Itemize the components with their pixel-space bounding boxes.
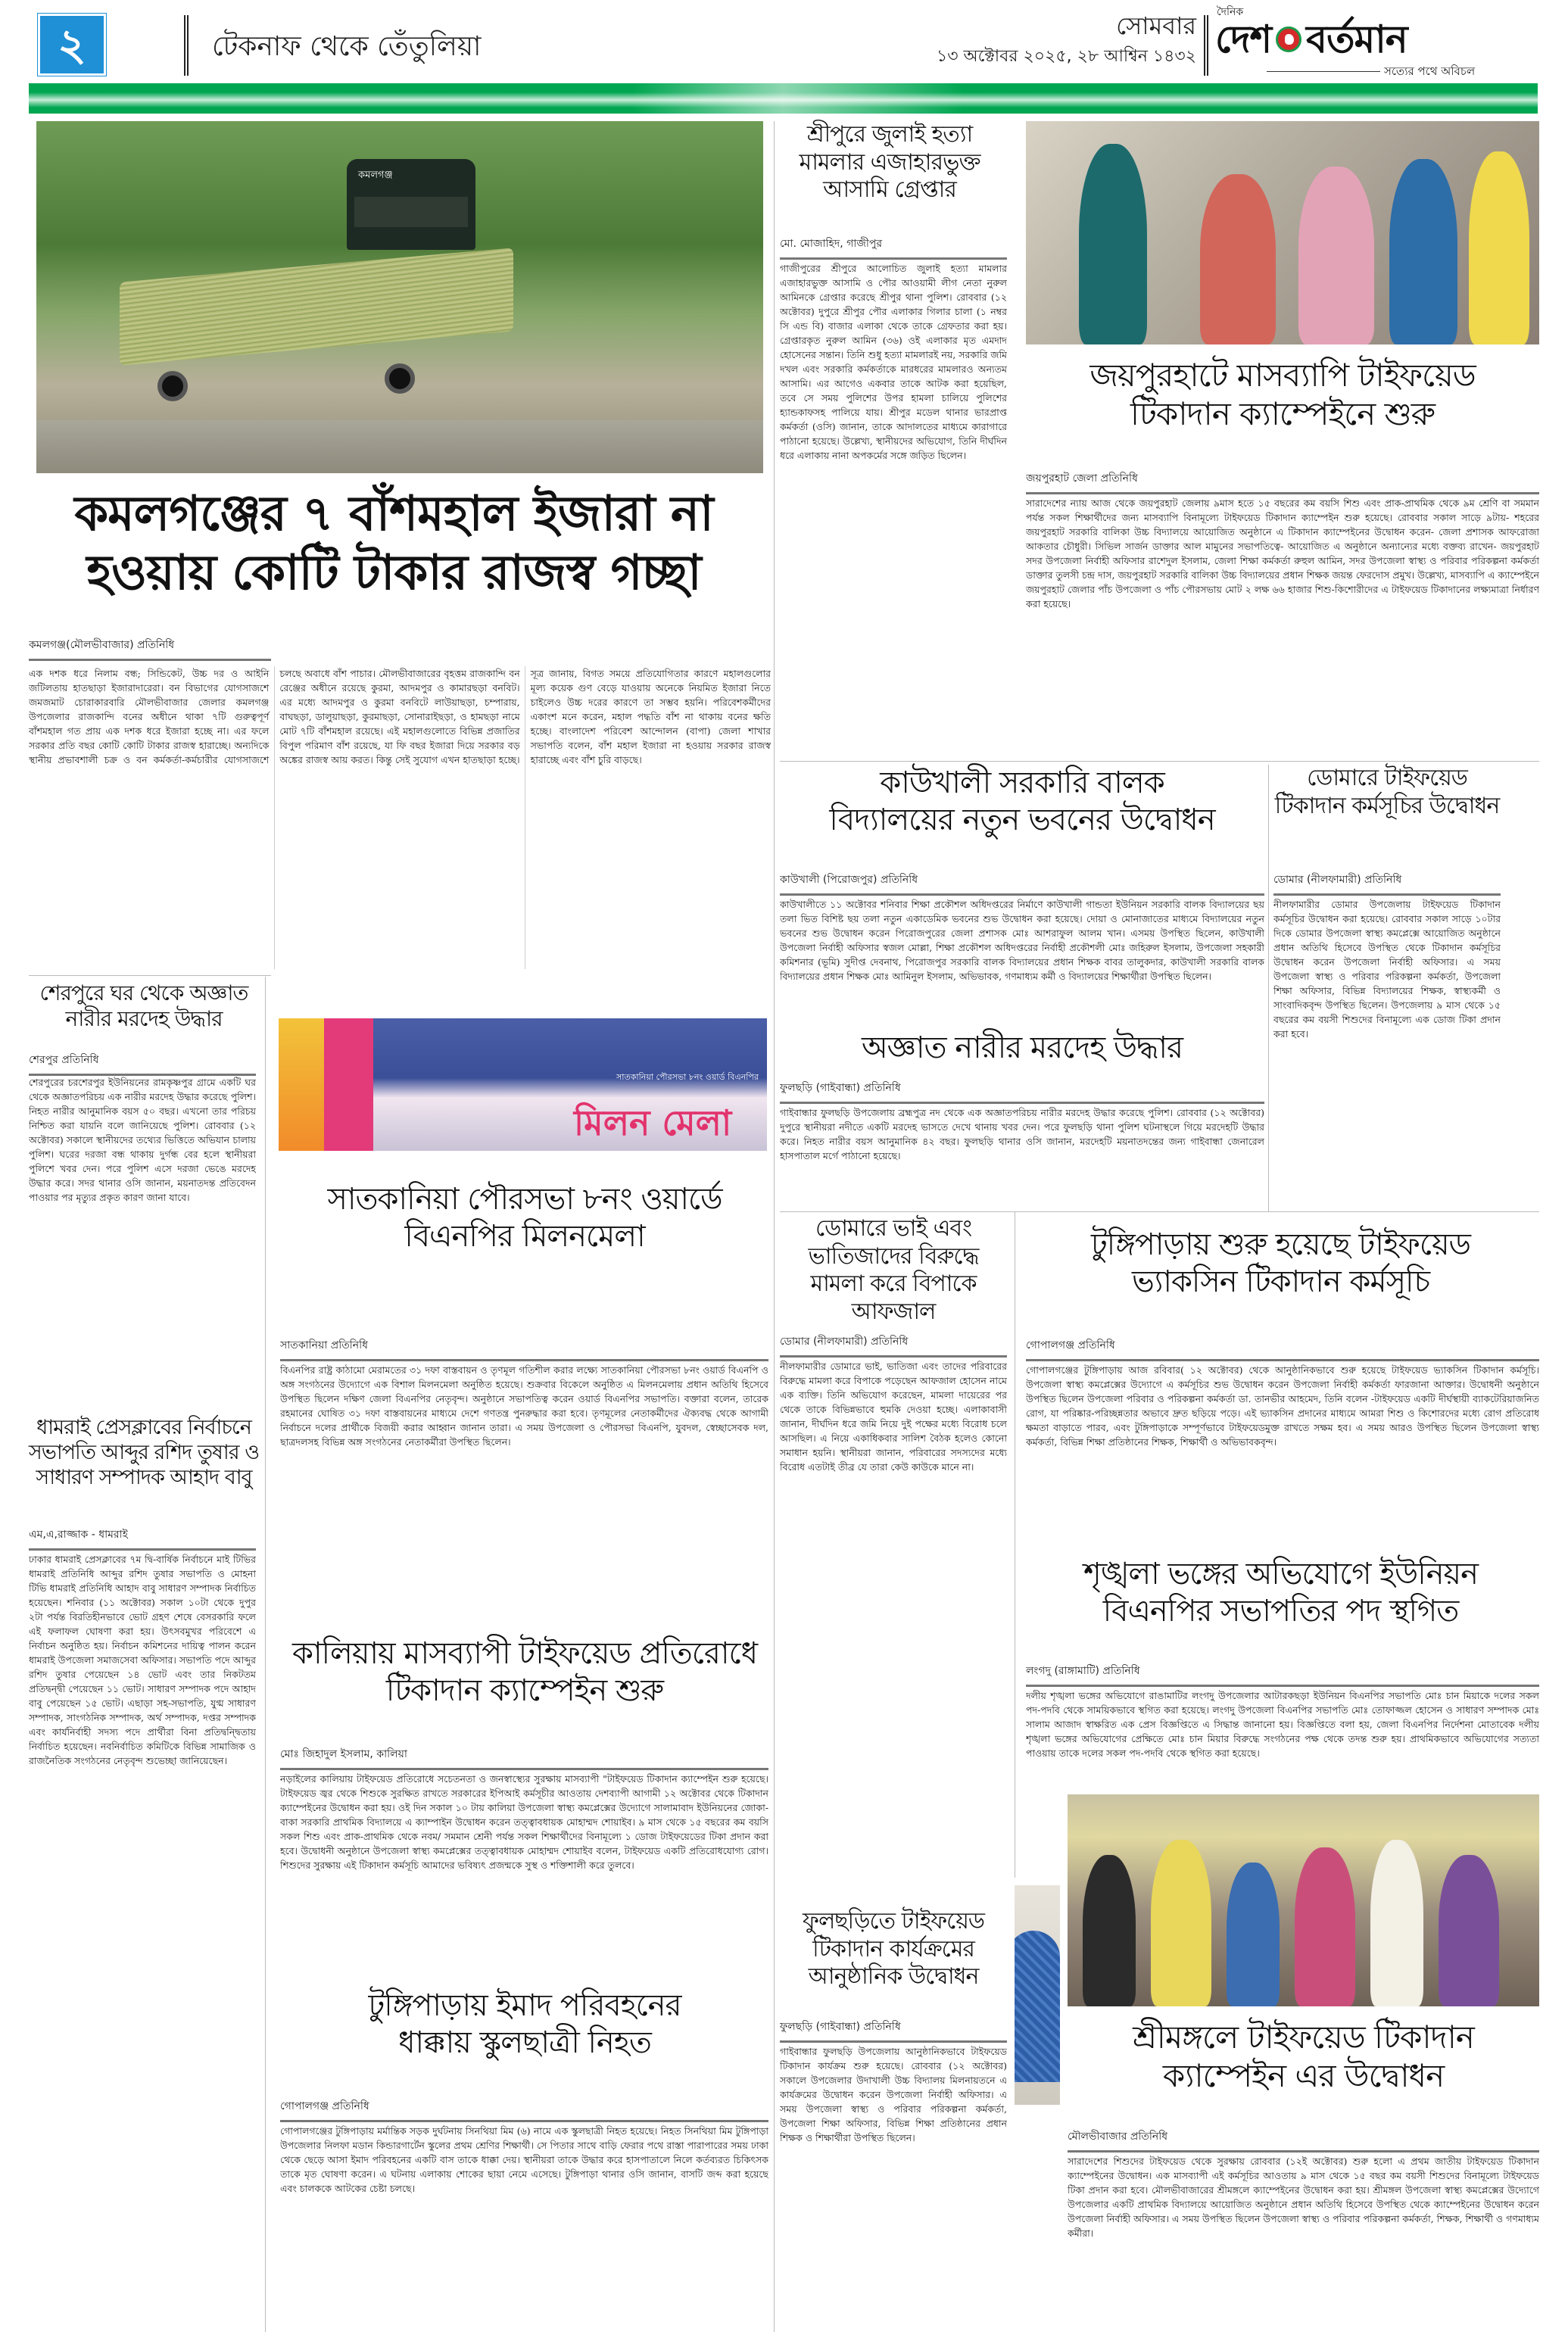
- dhamrai-byline: এম,এ,রাজ্জাক - ধামরাই: [29, 1526, 256, 1551]
- section-title: টেকনাফ থেকে তেঁতুলিয়া: [212, 31, 482, 62]
- sreepur-byline: মো. মোজাহিদ, গাজীপুর: [780, 235, 1007, 260]
- kamalganj-headline-line1: কমলগঞ্জের ৭ বাঁশমহাল ইজারা না: [74, 486, 713, 542]
- satkania-body: বিএনপির রাষ্ট্র কাঠামো মেরামতের ৩১ দফা বাস্তবায়ন ও তৃণমূল গতিশীল করার লক্ষ্যে সাতকানিয়া পৌরসভা ৮নং ওয়ার্ড বিএনপি ও অঙ্গ সংগঠনের উদ্যোগে এক বিশাল মিলনমেলা অনুষ্ঠিত হয়েছে। শুক্রবার বিকেলে অনুষ্ঠিত এ মিলনমেলায় প্রধান অতিথি হিসেবে উপস্থিত ছিলেন দক্ষিণ জেলা বিএনপির নেতৃবৃন্দ। অনুষ্ঠানে সভাপতিত্ব করেন ওয়ার্ড বিএনপির সভাপতি। বক্তারা বলেন, তারেক রহমানের ঘোষিত ৩১ দফা বাস্তবায়নের মাধ্যমে দেশে গণতন্ত্র পুনরুদ্ধার করা হবে। তৃণমূলের নেতাকর্মীদের ঐক্যবদ্ধ থেকে আগামী নির্বাচনে দলের প্রার্থীকে বিজয়ী করার আহ্বান জানান তারা। এ সময় উপজেলা ও পৌরসভা বিএনপি, যুবদল, স্বেচ্ছাসেবক দল, ছাত্রদলসহ বিভিন্ন অঙ্গ সংগঠনের নেতাকর্মীরা উপস্থিত ছিলেন।: [280, 1364, 768, 1448]
- kalia-byline: মোঃ জিহাদুল ইসলাম, কালিয়া: [280, 1745, 768, 1770]
- sreemangal-headline[interactable]: [1068, 2018, 1539, 2095]
- sreemangal-headline-line1: শ্রীমঙ্গলে টাইফয়েড টিকাদান: [1133, 2018, 1474, 2056]
- photo-person: [1469, 151, 1529, 344]
- sreemangal-headline-line2: ক্যাম্পেইন এর উদ্বোধন: [1162, 2057, 1445, 2095]
- logo-tagline: সত্যের পথে অবিচল: [1384, 64, 1476, 78]
- rally-photo: [279, 1018, 767, 1151]
- kalia-headline[interactable]: [279, 1635, 771, 1710]
- bangladesh-map-emblem-icon: [1276, 26, 1301, 52]
- bamboo-cart-photo: [36, 121, 763, 473]
- kamalganj-headline-line2: হওয়ায় কোটি টাকার রাজস্ব গচ্ছা: [86, 545, 701, 602]
- domar-case-byline: ডোমার (নীলফামারী) প্রতিনিধি: [780, 1333, 1007, 1358]
- header-green-band: [29, 83, 1538, 114]
- photo-person: [1295, 1847, 1355, 2006]
- unknown-woman-body: গাইবান্ধার ফুলছড়ি উপজেলায় ব্রহ্মপুত্র নদ থেকে এক অজ্ঞাতপরিচয় নারীর মরদেহ উদ্ধার করেছে পুলিশ। রোববার (১২ অক্টোবর) দুপুরে স্থানীয়রা নদীতে একটি মরদেহ ভাসতে দেখে থানায় খবর দেন। পরে ফুলছড়ি থানা পুলিশ ঘটনাস্থলে গিয়ে মরদেহটি উদ্ধার করে। নিহত নারীর বয়স আনুমানিক ৪২ বছর। ফুলছড়ি থানার ওসি জানান, মরদেহটি ময়নাতদন্তের জন্য গাইবান্ধা জেনারেল হাসপাতাল মর্গে পাঠানো হয়েছে।: [780, 1107, 1264, 1161]
- satkania-headline[interactable]: [279, 1181, 771, 1255]
- photo-person: [1227, 1863, 1280, 2006]
- domar-case-body: নীলফামারীর ডোমারে ভাই, ভাতিজা এবং তাদের পরিবারের বিরুদ্ধে মামলা করে বিপাকে পড়েছেন আফজাল হোসেন নামে এক ব্যক্তি। তিনি অভিযোগ করেছেন, মামলা দায়েরের পর থেকে তাকে বিভিন্নভাবে হুমকি দেওয়া হচ্ছে। এলাকাবাসী জানান, দীর্ঘদিন ধরে জমি নিয়ে দুই পক্ষের মধ্যে বিরোধ চলে আসছিল। এ নিয়ে একাধিকবার সালিশ বৈঠক হলেও কোনো সমাধান হয়নি। স্থানীয়রা জানান, পরিবারের সদস্যদের মধ্যে বিরোধ এতটাই তীব্র যে তারা কেউ কাউকে মানে না।: [780, 1361, 1007, 1473]
- tungipara-typhoid-headline-line1: টুঙ্গিপাড়ায় শুরু হয়েছে টাইফয়েড: [1091, 1227, 1470, 1262]
- page-number-badge: ২: [38, 14, 106, 76]
- unknown-woman-headline[interactable]: অজ্ঞাত নারীর মরদেহ উদ্ধার: [861, 1030, 1183, 1065]
- photo-person: [1200, 174, 1276, 344]
- photo-rickshaw-seat: [354, 197, 468, 227]
- sreemangal-body: সারাদেশের শিশুদের টাইফয়েড থেকে সুরক্ষায় রোববার (১২ই অক্টোবর) শুরু হলো এ প্রথম জাতীয় টাইফয়েড টিকাদান ক্যাম্পেইনের উদ্বোধন। এক মাসব্যাপী এই কর্মসূচির আওতায় ৯ মাস থেকে ১৫ বছর কম বয়সী শিশুদের বিনামূল্যে টাইফয়েড টিকা প্রদান করা হবে। মৌলভীবাজারের শ্রীমঙ্গলে ক্যাম্পেইনের উদ্বোধন করা হয়। শ্রীমঙ্গল উপজেলা স্বাস্থ্য কমপ্লেক্সের উদ্যোগে উপজেলার একটি প্রাথমিক বিদ্যালয়ে আয়োজিত অনুষ্ঠানে প্রধান অতিথি হিসেবে উপস্থিত থেকে ক্যাম্পেইনের উদ্বোধন করেন উপজেলা নির্বাহী অফিসার। এ সময় উপস্থিত ছিলেন উপজেলা স্বাস্থ্য ও পরিবার পরিকল্পনা কর্মকর্তা, শিক্ষক, শিক্ষার্থী ও গণমাধ্যম কর্মীরা।: [1068, 2156, 1539, 2239]
- photo-banner-text: সাতকানিয়া পৌরসভা ৮নং ওয়ার্ড বিএনপির: [616, 1072, 759, 1082]
- tungipara-typhoid-headline[interactable]: [1022, 1227, 1539, 1301]
- photo-person: [1151, 1840, 1211, 2006]
- tungipara-typhoid-headline-line2: ভ্যাকসিন টিকাদান কর্মসূচি: [1131, 1264, 1430, 1299]
- divider: [29, 975, 271, 976]
- domar-typhoid-headline[interactable]: ডোমারে টাইফয়েড টিকাদান কর্মসূচির উদ্বোধন: [1274, 765, 1500, 819]
- column-rule: [265, 977, 266, 2332]
- tungipara-accident-body: গোপালগঞ্জের টুঙ্গিপাড়ায় মর্মান্তিক সড়ক দুর্ঘটনায় সিনথিয়া মিম (৬) নামে এক স্কুলছাত্রী নিহত হয়েছে। নিহত সিনথিয়া মিম টুঙ্গিপাড়া উপজেলার নিলফা মডান কিন্ডারগার্টেন স্কুলের প্রথম শ্রেণির শিক্ষার্থী। সে পিতার সাথে বাড়ি ফেরার পথে রাস্তা পারাপারের সময় ঢাকা থেকে ছেড়ে আসা ইমাদ পরিবহনের একটি বাস তাকে ধাক্কা দেয়। স্থানীয়রা তাকে উদ্ধার করে হাসপাতালে নিলে কর্তব্যরত চিকিৎসক তাকে মৃত ঘোষণা করেন। এ ঘটনায় এলাকায় শোকের ছায়া নেমে এসেছে। টুঙ্গিপাড়া থানার ওসি জানান, বাসটি জব্দ করা হয়েছে এবং চালককে আটকের চেষ্টা চলছে।: [280, 2125, 768, 2194]
- photo-person: [1370, 1840, 1423, 2006]
- kawkhali-headline[interactable]: [780, 765, 1264, 839]
- dhamrai-headline[interactable]: ধামরাই প্রেসক্লাবের নির্বাচনে সভাপতি আব্দুর রশিদ তুষার ও সাধারণ সম্পাদক আহাদ বাবু: [28, 1416, 260, 1489]
- photo-pink-curtain: [324, 1018, 373, 1151]
- logo-daily-label: দৈনিক: [1217, 6, 1244, 18]
- logo-word-left: দেশ: [1215, 17, 1272, 61]
- kawkhali-byline: কাউখালী (পিরোজপুর) প্রতিনিধি: [780, 871, 1264, 896]
- sreepur-body: গাজীপুরের শ্রীপুরে আলোচিত জুলাই হত্যা মামলার এজাহারভুক্ত আসামি ও পৌর আওয়ামী লীগ নেতা নুরুল আমিনকে গ্রেপ্তার করেছে শ্রীপুর থানা পুলিশ। রোববার (১২ অক্টোবর) দুপুরে শ্রীপুর পৌর এলাকার গিলার চালা (১ নম্বর সি এন্ড বি) বাজার এলাকা থেকে তাকে গ্রেফতার করা হয়। গ্রেপ্তারকৃত নুরুল আমিন (৩৬) ওই এলাকার মৃত এমদাদ হোসেনের সন্তান। তিনি শুধু হত্যা মামলারই নয়, সরকারি জমি দখল এবং সরকারি কর্মকর্তাকে মারধরের মামলারও অন্যতম আসামি। এর আগেও একবার তাকে আটক করা হয়েছিল, তবে সে সময় পুলিশের উপর হামলা চালিয়ে পুলিশের হ্যান্ডকাফসহ পালিয়ে যায়। শ্রীপুর মডেল থানার ভারপ্রাপ্ত কর্মকর্তা (ওসি) জানান, তাকে আদালতের মাধ্যমে কারাগারে পাঠানো হয়েছে। উল্লেখ্য, স্থানীয়দের অভিযোগ, তিনি দীর্ঘদিন ধরে এলাকায় নানা অপকর্মের সঙ্গে জড়িত ছিলেন।: [780, 263, 1007, 461]
- newspaper-logo[interactable]: [1215, 6, 1548, 64]
- kamalganj-headline[interactable]: [30, 485, 757, 603]
- masthead-divider-right: [1204, 15, 1208, 76]
- kalia-body: নড়াইলের কালিয়ায় টাইফয়েড প্রতিরোধে সচেতনতা ও জনস্বাস্থ্যের সুরক্ষায় মাসব্যাপী "টাইফয়েড টিকাদান ক্যাম্পেইন শুরু হয়েছে। টাইফয়েড জ্বর থেকে শিশুকে সুরক্ষিত রাখতে সরকারের ইপিআই কর্মসূচীর আওতায় দেশব্যাপী আগামী ১২ অক্টোবর থেকে টিকাদান ক্যাম্পেইনের উদ্বোধন করা হয়। ওই দিন সকাল ১০ টায় কালিয়া উপজেলা স্বাস্থ্য কমপ্লেক্সের উদ্যোগে সালামাবাদ ইউনিয়নের জোকা-বাকা সরকারি প্রাথমিক বিদ্যালয়ে এ ক্যাম্পাইন উদ্বোধন করেন তত্ত্বাবধায়ক মোহাম্মদ শোয়াইব। ৯ মাস থেকে ১৫ বছরের কম বয়সি সকল শিশু এবং প্রাক-প্রাথমিক থেকে নবম/ সমমান শ্রেনী পর্যন্ত সকল শিক্ষার্থীদের বিনামূল্যে ১ ডোজ টাইফয়েডের টিকা প্রদান করা হবে। উদ্বোধনী অনুষ্ঠানে উপজেলা স্বাস্থ্য কমপ্লেক্সের তত্ত্বাবধায়ক মোহাম্মদ শোয়াইব বলেন, টাইফয়েড একটি প্রতিরোধযোগ্য রোগ। শিশুদের সুরক্ষায় এই টিকাদান কর্মসূচি আমাদের ভবিষ্যৎ প্রজন্মকে সুস্থ ও শক্তিশালী করে তুলবে।: [280, 1773, 768, 1871]
- photo-person: [1298, 167, 1374, 344]
- tungipara-typhoid-byline: গোপালগঞ্জ প্রতিনিধি: [1026, 1336, 1539, 1361]
- sreemangal-byline: মৌলভীবাজার প্রতিনিধি: [1068, 2128, 1539, 2153]
- divider: [780, 1211, 1539, 1212]
- langadu-headline-line1: শৃঙ্খলা ভঙ্গের অভিযোগে ইউনিয়ন: [1083, 1557, 1478, 1591]
- photo-person: [1079, 144, 1147, 344]
- kalia-headline-line2: টিকাদান ক্যাম্পেইন শুরু: [385, 1672, 664, 1708]
- photo-person: [1389, 159, 1457, 344]
- langadu-headline[interactable]: [1022, 1556, 1539, 1630]
- sherpur-byline: শেরপুর প্রতিনিধি: [29, 1051, 256, 1076]
- unknown-woman-byline: ফুলছড়ি (গাইবান্ধা) প্রতিনিধি: [780, 1079, 1264, 1104]
- sreepur-headline[interactable]: শ্রীপুরে জুলাই হত্যা মামলার এজাহারভুক্ত আসামি গ্রেপ্তার: [799, 121, 980, 204]
- logo-word-right: বর্তমান: [1306, 17, 1407, 61]
- satkania-headline-line2: বিএনপির মিলনমেলা: [404, 1218, 645, 1254]
- sherpur-headline[interactable]: শেরপুরে ঘর থেকে অজ্ঞাত নারীর মরদেহ উদ্ধার: [39, 980, 248, 1032]
- satkania-headline-line1: সাতকানিয়া পৌরসভা ৮নং ওয়ার্ডে: [327, 1182, 722, 1217]
- photo-person: [1439, 1855, 1499, 2006]
- phulchhari-typhoid-headline[interactable]: ফুলছড়িতে টাইফয়েড টিকাদান কার্যক্রমের আনুষ্ঠানিক উদ্বোধন: [803, 1908, 984, 1990]
- kalia-headline-line1: কালিয়ায় মাসব্যাপী টাইফয়েড প্রতিরোধে: [292, 1636, 757, 1671]
- tungipara-accident-headline-line2: ধাক্কায় স্কুলছাত্রী নিহত: [398, 2025, 651, 2060]
- photo-shirt: [1015, 1931, 1060, 2082]
- langadu-byline: লংগদু (রাঙ্গামাটি) প্রতিনিধি: [1026, 1662, 1539, 1687]
- tungipara-accident-headline[interactable]: [279, 1987, 771, 2062]
- kamalganj-body: এক দশক ধরে নিলাম বন্ধ; সিন্ডিকেট, উচ্চ দর ও আইনি জটিলতায় হাতছাড়া ইজারাদারেরা। বন বিভাগের যোগসাজশে জমজমাট চোরাকারবারি মৌলভীবাজার জেলার কমলগঞ্জ উপজেলার রাজকান্দি বনের অধীনে থাকা ৭টি গুরুত্বপূর্ণ বাঁশমহাল গত প্রায় এক দশক ধরে ইজারা হচ্ছে না। এর ফলে সরকার প্রতি বছর কোটি কোটি টাকার রাজস্ব হারাচ্ছে। অন্যদিকে স্থানীয় প্রভাবশালী চক্র ও বন কর্মকর্তা-কর্মচারীর যোগসাজশে চলছে অবাধে বাঁশ পাচার। মৌলভীবাজারের বৃহত্তম রাজকান্দি বন রেঞ্জের অধীনে রয়েছে কুরমা, আদমপুর ও কামারছড়া বনবিট। এর মধ্যে আদমপুর ও কুরমা বনবিটে লাউয়াছড়া, চম্পারায়, বাঘছড়া, ডালুয়াছড়া, কুরমাছড়া, সোনারাইছড়া, ও হামছড়া নামে মোট ৭টি বাঁশমহাল রয়েছে। এই মহালগুলোতে বিভিন্ন প্রজাতির বিপুল পরিমাণ বাঁশ রয়েছে, যা ফি বছর ইজারা দিয়ে সরকার বড় অঙ্কের রাজস্ব আয় করত। কিন্তু সেই সুযোগ এখন হাতছাড়া হচ্ছে। সূত্র জানায়, বিগত সময়ে প্রতিযোগিতার কারণে মহালগুলোর মূল্য কয়েক গুণ বেড়ে যাওয়ায় অনেকে নিয়মিত ইজারা নিতে চাইলেও উচ্চ দরের কারণে তা সম্ভব হয়নি। পরিবেশকর্মীদের একাংশ মনে করেন, মহাল পদ্ধতি বাঁশ না থাকায় বনের ক্ষতি হচ্ছে। বাংলাদেশ পরিবেশ আন্দোলন (বাপা) জেলা শাখার সভাপতি বলেন, বাঁশ মহাল ইজারা না হওয়ায় সরকার রাজস্ব হারাচ্ছে এবং বাঁশ চুরি বাড়ছে।: [29, 668, 771, 765]
- photo-wheel: [157, 371, 188, 401]
- photo-road: [36, 420, 763, 473]
- joypurhat-byline: জয়পুরহাট জেলা প্রতিনিধি: [1026, 469, 1539, 494]
- tagline-rule: [1267, 71, 1380, 72]
- masthead-day: সোমবার: [1116, 11, 1196, 40]
- joypurhat-headline-line2: টিকাদান ক্যাম্পেইনে শুরু: [1130, 395, 1435, 433]
- photo-rickshaw-sign: কমলগঞ্জ: [358, 170, 393, 181]
- sherpur-body: শেরপুরের চরশেরপুর ইউনিয়নের রামকৃষ্ণপুর গ্রামে একটি ঘর থেকে অজ্ঞাতপরিচয় এক নারীর মরদেহ উদ্ধার করেছে পুলিশ। নিহত নারীর আনুমানিক বয়স ৫০ বছর। এখনো তার পরিচয় নিশ্চিত করা যায়নি বলে জানিয়েছে পুলিশ। রোববার (১২ অক্টোবর) সকালে স্থানীয়দের তথ্যের ভিত্তিতে অভিযান চালায় পুলিশ। ঘরের দরজা বন্ধ থাকায় দুর্গন্ধ বের হলে স্থানীয়রা পুলিশে খবর দেন। পরে পুলিশ এসে দরজা ভেঙে মরদেহ উদ্ধার করে। সদর থানার ওসি জানান, ময়নাতদন্ত প্রতিবেদন পাওয়ার পর মৃত্যুর প্রকৃত কারণ জানা যাবে।: [29, 1077, 256, 1203]
- tungipara-accident-byline: গোপালগঞ্জ প্রতিনিধি: [280, 2097, 768, 2122]
- vaccination-photo: [1026, 121, 1539, 344]
- tungipara-typhoid-body: গোপালগঞ্জের টুঙ্গিপাড়ায় আজ রবিবার( ১২ অক্টোবর) থেকে আনুষ্ঠানিকভাবে শুরু হয়েছে টাইফয়েড ভ্যাকসিন টিকাদান কর্মসূচি। উপজেলা স্বাস্থ্য কমপ্লেক্সের উদ্যোগে এ কর্মসূচির শুভ উদ্বোধন করেন উপজেলা নির্বাহী কর্মকর্তা ফারজানা আক্তার। উদ্বোধনী অনুষ্ঠানে উপস্থিত ছিলেন উপজেলা পরিবার ও পরিকল্পনা কর্মকর্তা ডা. তানভীর আহমেদ, তিনি বলেন -টাইফয়েড একটি দীর্ঘস্থায়ী ব্যাকটেরিয়াজনিত রোগ, যা পরিষ্কার-পরিচ্ছন্নতার অভাবে দ্রুত ছড়িয়ে পড়ে। এই ভ্যাকসিন প্রদানের মাধ্যমে আমরা শিশু ও কিশোরদের মধ্যে রোগ প্রতিরোধ ক্ষমতা বাড়াতে পারব, এবং টুঙ্গিপাড়াকে সম্পূর্ণভাবে টাইফয়েডমুক্ত রাখতে সক্ষম হব। এ সময় আরও উপস্থিত ছিলেন উপজেলা স্বাস্থ্য কর্মকর্তা, বিভিন্ন শিক্ষা প্রতিষ্ঠানের শিক্ষক, শিক্ষার্থী ও অভিভাবকবৃন্দ।: [1026, 1364, 1539, 1448]
- column-rule: [774, 121, 775, 2332]
- person-photo: [1015, 1885, 1060, 2105]
- photo-banner-big-text: মিলন মেলা: [574, 1102, 732, 1143]
- joypurhat-headline[interactable]: [1026, 356, 1539, 433]
- joypurhat-headline-line1: জয়পুরহাটে মাসব্যাপি টাইফয়েড: [1089, 357, 1476, 394]
- masthead-divider: [184, 15, 189, 76]
- photo-bamboo-load: [120, 248, 513, 365]
- group-photo: [1068, 1794, 1539, 2006]
- photo-wheel: [385, 363, 415, 394]
- joypurhat-body: সারাদেশের ন্যায় আজ থেকে জয়পুরহাট জেলায় ৯মাস হতে ১৫ বছরের কম বয়সি শিশু এবং প্রাক-প্রাথমিক থেকে ৯ম শ্রেণি বা সমমান পর্যন্ত সকল শিক্ষার্থীদের জন্য মাসব্যাপি বিনামূল্যে টাইফয়েড টিকাদান ক্যাম্পেইন শুরু হয়েছে। রোববার সকাল সাড়ে ৯টায়- শহরের জয়পুরহাট সরকারি বালিকা উচ্চ বিদ্যালয়ে আয়োজিত অনুষ্ঠানে এ টিকাদান ক্যাম্পেইনের উদ্বোধন করেন- জেলা প্রশাসক আফরোজা আকতার চৌধুরী। সিভিল সার্জন ডাক্তার আল মামুনের সভাপতিত্বে- আয়োজিত এ অনুষ্ঠানে অন্যান্যের মধ্যে বক্তব্য রাখেন- জয়পুরহাট সদর উপজেলা নির্বাহী অফিসার রাশেদুল ইসলাম, জেলা শিক্ষা কর্মকর্তা রুহুল আমিন, সদর উপজেলা স্বাস্থ্য ও পরিবার পরিকল্পনা কর্মকর্তা ডাক্তার তুলসী চন্দ্র দাস, জয়পুরহাট সরকারি বালিকা উচ্চ বিদ্যালয়ের প্রধান শিক্ষক জয়ন্ত ফেরদোস প্রমুখ। উল্লেখ্য, মাসব্যাপি এ ক্যাম্পেইনে জয়পুরহাট জেলার পাঁচ উপজেলা ও পাঁচ পৌরসভায় মোট ২ লক্ষ ৬৬ হাজার শিশু-কিশোরীদের এ টাইফয়েড টিকাদানের লক্ষ্যমাত্রা নির্ধারণ করা হয়েছে।: [1026, 497, 1539, 609]
- photo-person: [1083, 1855, 1136, 2006]
- kamalganj-byline: কমলগঞ্জ(মৌলভীবাজার) প্রতিনিধি: [29, 636, 271, 661]
- satkania-byline: সাতকানিয়া প্রতিনিধি: [280, 1336, 768, 1361]
- phulchhari-typhoid-byline: ফুলছড়ি (গাইবান্ধা) প্রতিনিধি: [780, 2018, 1007, 2043]
- dhamrai-body: ঢাকার ধামরাই প্রেসক্লাবের ৭ম দ্বি-বার্ষিক নির্বাচনে মাই টিভির ধামরাই প্রতিনিধি আব্দুর রশিদ তুষার সভাপতি ও মোহনা টিভি ধামরাই প্রতিনিধি আহাদ বাবু সাধারণ সম্পাদক নির্বাচিত হয়েছেন। শনিবার (১১ অক্টোবর) সকাল ১০টা থেকে দুপুর ২টা পর্যন্ত বিরতিহীনভাবে ভোট গ্রহণ শেষে বেসরকারি ফলে এই ফলাফল ঘোষণা করা হয়। উৎসবমুখর পরিবেশে এ নির্বাচন অনুষ্ঠিত হয়। নির্বাচন কমিশনের দায়িত্ব পালন করেন ধামরাই উপজেলা সমাজসেবা অফিসার। সভাপতি পদে আব্দুর রশিদ তুষার পেয়েছেন ১৪ ভোট এবং তার নিকটতম প্রতিদ্বন্দ্বী পেয়েছেন ১১ ভোট। সাধারণ সম্পাদক পদে আহাদ বাবু পেয়েছেন ১৫ ভোট। এছাড়া সহ-সভাপতি, যুগ্ম সাধারণ সম্পাদক, সাংগঠনিক সম্পাদক, অর্থ সম্পাদক, দপ্তর সম্পাদক এবং কার্যনির্বাহী সদস্য পদে প্রার্থীরা বিনা প্রতিদ্বন্দ্বিতায় নির্বাচিত হয়েছেন। নবনির্বাচিত কমিটিকে বিভিন্ন সামাজিক ও রাজনৈতিক সংগঠনের নেতৃবৃন্দ শুভেচ্ছা জানিয়েছেন।: [29, 1554, 256, 1766]
- kawkhali-headline-line1: কাউখালী সরকারি বালক: [880, 765, 1164, 800]
- divider: [780, 761, 1539, 762]
- domar-typhoid-byline: ডোমার (নীলফামারী) প্রতিনিধি: [1273, 871, 1501, 896]
- domar-typhoid-body: নীলফামারীর ডোমার উপজেলায় টাইফয়েড টিকাদান কর্মসূচির উদ্বোধন করা হয়েছে। রোববার সকাল সাড়ে ১০টার দিকে ডোমার উপজেলা স্বাস্থ্য কমপ্লেক্সে আয়োজিত অনুষ্ঠানে প্রধান অতিথি হিসেবে উপস্থিত থেকে টিকাদান কর্মসূচির উদ্বোধন করেন উপজেলা নির্বাহী অফিসার। এ সময় উপজেলা স্বাস্থ্য ও পরিবার পরিকল্পনা কর্মকর্তা, উপজেলা শিক্ষা অফিসার, বিভিন্ন বিদ্যালয়ের শিক্ষক, স্বাস্থ্যকর্মী ও সাংবাদিকবৃন্দ উপস্থিত ছিলেন। উপজেলায় ৯ মাস থেকে ১৫ বছরের কম বয়সী শিশুদের বিনামূল্যে এক ডোজ টিকা প্রদান করা হবে।: [1273, 899, 1501, 1040]
- kawkhali-body: কাউখালীতে ১১ অক্টোবর শনিবার শিক্ষা প্রকৌশল অধিদপ্তরের নির্মাণে কাউখালী গান্ডতা ইউনিয়ন সরকারি বালক বিদ্যালয়ের ছয় তলা ভিত বিশিষ্ট ছয় তলা নতুন একাডেমিক ভবনের শুভ উদ্বোধন করা হয়েছে। দোয়া ও মোনাজাতের মাধ্যমে বিদ্যালয়ের নতুন ভবনের শুভ উদ্বোধন করেন পিরোজপুরের জেলা প্রশাসক মোঃ আশরাফুল আলম খান। এসময় উপস্থিত ছিলেন, কাউখালী উপজেলা নির্বাহী অফিসার স্বজল মোল্লা, শিক্ষা প্রকৌশল অধিদপ্তরের নির্বাহী প্রকৌশলী মোঃ জহিরুল ইসলাম, উপজেলা সহকারী কমিশনার (ভূমি) সুদীপ্ত দেবনাথ, পিরোজপুর সরকারি বালক বিদ্যালয়ের প্রধান শিক্ষক বাবর তালুকদার, কাউখালী সরকারি বালক বিদ্যালয়ের প্রধান শিক্ষক মোঃ আমিনুল ইসলাম, অভিভাবক, গণমাধ্যম কর্মী ও বিদ্যালয়ের শিক্ষার্থীরা উপস্থিত ছিলেন।: [780, 899, 1264, 982]
- masthead-date: ১৩ অক্টোবর ২০২৫, ২৮ আশ্বিন ১৪৩২: [936, 47, 1196, 66]
- kawkhali-headline-line2: বিদ্যালয়ের নতুন ভবনের উদ্বোধন: [829, 802, 1215, 837]
- tungipara-accident-headline-line1: টুঙ্গিপাড়ায় ইমাদ পরিবহনের: [368, 1988, 681, 2023]
- domar-case-headline[interactable]: ডোমারে ভাই এবং ভাতিজাদের বিরুদ্ধে মামলা করে বিপাকে আফজাল: [808, 1215, 979, 1325]
- column-rule: [1268, 765, 1269, 1211]
- langadu-body: দলীয় শৃঙ্খলা ভঙ্গের অভিযোগে রাঙামাটির লংগদু উপজেলার আটারকছড়া ইউনিয়ন বিএনপির সভাপতি মোঃ চান মিয়াকে দলের সকল পদ-পদবি থেকে সাময়িকভাবে স্থগিত করা হয়েছে। লংগদু উপজেলা বিএনপির সভাপতি মোঃ তোফাজ্জল হোসেন ও সাধারণ সম্পাদক মোঃ সালাম আজাদ স্বাক্ষরিত এক প্রেস বিজ্ঞপ্তিতে এ সিদ্ধান্ত জানানো হয়। বিজ্ঞপ্তিতে বলা হয়, জেলা বিএনপির নির্দেশনা মোতাবেক দলীয় শৃঙ্খলা ভঙ্গের অভিযোগের প্রেক্ষিতে মোঃ চান মিয়ার বিরুদ্ধে সংগঠনের পক্ষ থেকে তদন্ত শুরু হয়। প্রাথমিকভাবে অভিযোগের সত্যতা পাওয়ায় তাকে দলের সকল পদ-পদবি থেকে স্থগিত করা হয়েছে।: [1026, 1690, 1539, 1759]
- phulchhari-typhoid-body: গাইবান্ধার ফুলছড়ি উপজেলায় আনুষ্ঠানিকভাবে টাইফয়েড টিকাদান কার্যক্রম শুরু হয়েছে। রোববার (১২ অক্টোবর) সকালে উপজেলার উদাখালী উচ্চ বিদ্যালয় মিলনায়তনে এ কার্যক্রমের উদ্বোধন করেন উপজেলা নির্বাহী অফিসার। এ সময় উপজেলা স্বাস্থ্য ও পরিবার পরিকল্পনা কর্মকর্তা, উপজেলা শিক্ষা অফিসার, বিভিন্ন শিক্ষা প্রতিষ্ঠানের প্রধান শিক্ষক ও শিক্ষার্থীরা উপস্থিত ছিলেন।: [780, 2046, 1007, 2143]
- logo-wordmark: [1215, 17, 1407, 62]
- langadu-headline-line2: বিএনপির সভাপতির পদ স্থগিত: [1102, 1593, 1459, 1629]
